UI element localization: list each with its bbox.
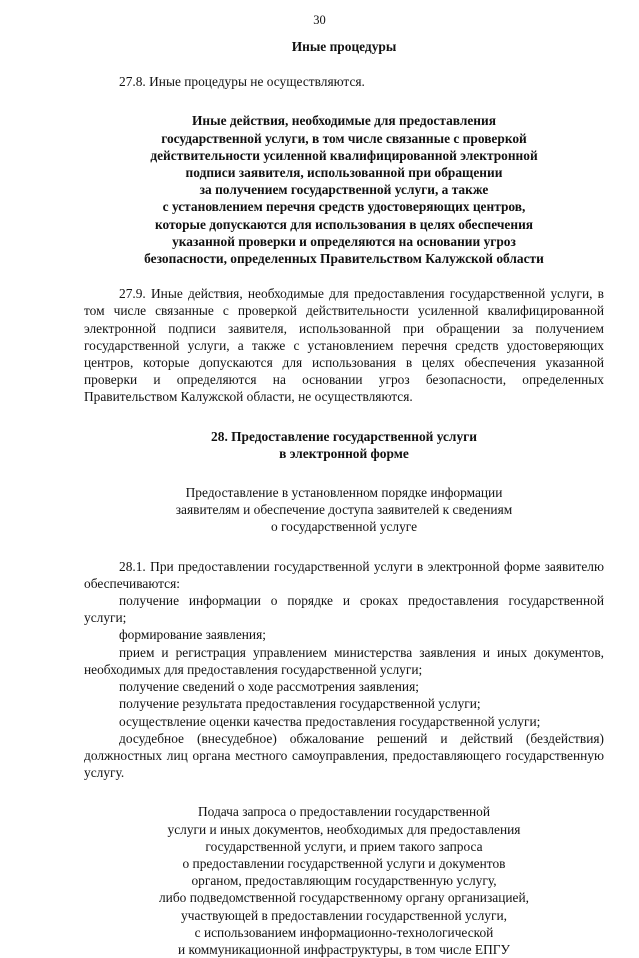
document-body (84, 38, 604, 958)
heading-line: указанной проверки и определяются на основании угроз (172, 233, 516, 249)
heading-line: органом, предоставляющим государственную услугу, (191, 873, 497, 889)
heading-line: участвующей в предоставлении государственной услуги, (181, 907, 507, 923)
paragraph-27-8: 27.8. Иные процедуры не осуществляются. (119, 74, 365, 90)
heading-line: действительности усиленной квалифицированной электронной (150, 147, 538, 163)
heading-line: государственной услуги, и прием такого запроса (205, 838, 483, 854)
heading-line: о предоставлении государственной услуги и документов (182, 855, 506, 871)
heading-line: которые допускаются для использования в целях обеспечения (154, 216, 534, 232)
heading-line: с установлением перечня средств удостоверяющих центров, (162, 199, 526, 215)
heading-line: безопасности, определенных Правительством Калужской области (144, 251, 544, 267)
provision-list (84, 592, 604, 781)
heading-other-actions (84, 112, 604, 267)
heading-request-submission (84, 803, 604, 958)
heading-line: и коммуникационной инфраструктуры, в том числе ЕПГУ (178, 941, 510, 957)
heading-line: с использованием информационно-технологической (194, 924, 494, 940)
list-item: получение результата предоставления государственной услуги; (119, 696, 481, 712)
list-item: формирование заявления; (119, 627, 266, 643)
list-item: досудебное (внесудебное) обжалование решений и действий (бездействия) должностных лиц органа местного самоуправления, предоставляющего государственную услугу. (84, 730, 604, 781)
heading-line: либо подведомственной государственному органу организацией, (159, 890, 529, 906)
heading-line: услуги и иных документов, необходимых для предоставления (167, 821, 521, 837)
heading-section-28 (84, 428, 604, 462)
heading-line: Иные действия, необходимые для предоставления (192, 113, 496, 129)
heading-line: подписи заявителя, использованной при обращении (185, 165, 503, 181)
subheading-line: о государственной услуге (270, 519, 418, 535)
list-item: осуществление оценки качества предоставления государственной услуги; (119, 713, 541, 729)
heading-line: Подача запроса о предоставлении государственной (197, 804, 491, 820)
subheading-information (84, 484, 604, 536)
page-number: 30 (313, 13, 326, 27)
subheading-line: заявителям и обеспечение доступа заявителей к сведениям (175, 502, 513, 518)
subheading-line: Предоставление в установленном порядке информации (185, 485, 503, 501)
heading-other-procedures: Иные процедуры (291, 39, 397, 54)
heading-line: в электронной форме (279, 445, 409, 461)
list-item: получение сведений о ходе рассмотрения заявления; (119, 679, 419, 695)
paragraph-27-9: 27.9. Иные действия, необходимые для предоставления государственной услуги, в том числе связанные с проверкой действительности усиленной квалифицированной электронной подписи заявителя, использованной при обращении за получением государственной услуги, а также с установлением перечня средств удостоверяющих центров, которые допускаются для использования в целях обеспечения указанной проверки и определяются на основании угроз безопасности, определенных Правительством Калужской области, не осуществляются. (84, 286, 604, 405)
list-item: прием и регистрация управлением министерства заявления и иных документов, необходимых для предоставления государственной услуги; (84, 644, 604, 677)
heading-line: 28. Предоставление государственной услуги (211, 428, 477, 444)
heading-line: государственной услуги, в том числе связанные с проверкой (161, 130, 527, 146)
heading-line: за получением государственной услуги, а также (199, 182, 489, 198)
list-item: получение информации о порядке и сроках предоставления государственной услуги; (84, 593, 604, 626)
paragraph-28-1: 28.1. При предоставлении государственной услуги в электронной форме заявителю обеспечиваются: (84, 558, 604, 591)
